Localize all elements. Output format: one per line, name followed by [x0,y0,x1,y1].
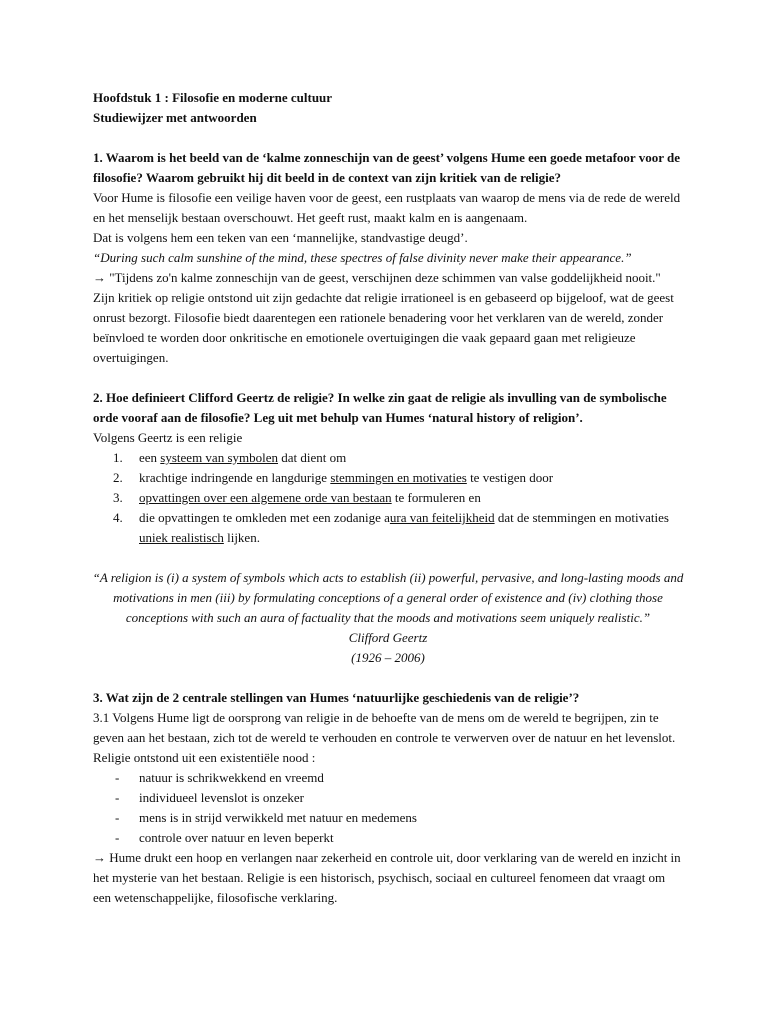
question-1: 1. Waarom is het beeld van de ‘kalme zonneschijn van de geest’ volgens Hume een goede metafoor voor de filosofie? Waarom gebruikt hij dit beeld in de context van zijn kritiek van de religie? [93,150,681,185]
list-item: - individueel levenslot is onzeker [115,790,304,805]
question-2: 2. Hoe definieert Clifford Geertz de religie? In welke zin gaat de religie als invulling van de symbolische orde vooraf aan de filosofie? Leg uit met behulp van Humes ‘natural history of religion’. [93,390,667,425]
existential-needs-list [93,768,683,848]
list-item: 1. een systeem van symbolen dat dient om [113,450,347,465]
list-item: - mens is in strijd verwikkeld met natuur en medemens [115,810,417,825]
list-item: 4. die opvattingen te omkleden met een zodanige aura van feitelijkheid dat de stemmingen en motivaties uniek realistisch lijken. [113,510,669,545]
q3-paragraph-2: → Hume drukt een hoop en verlangen naar zekerheid en controle uit, door verklaring van de wereld en inzicht in het mysterie van het bestaan. Religie is een historisch, psychisch, sociaal en cultureel fenomeen dat vraagt om een wetenschappelijke, filosofische verklaring. [93,850,681,905]
quote-author: Clifford Geertz [348,630,428,645]
q1-paragraph-1: Voor Hume is filosofie een veilige haven voor de geest, een rustplaats van waarop de mens via de rede de wereld en het menselijk bestaan overschouwt. Het geeft rust, maakt kalm en is aangenaam. [93,190,681,225]
list-item: - natuur is schrikwekkend en vreemd [115,770,324,785]
geertz-definition-list [93,448,683,548]
q1-paragraph-3: Zijn kritiek op religie ontstond uit zijn gedachte dat religie irrationeel is en gebaseerd op bijgeloof, wat de geest onrust bezorgt. Filosofie biedt daarentegen een rationele benadering voor het verklaren van de wereld, zonder beïnvloed te worden door onkritische en emotionele overtuigingen die vaak gepaard gaan met religieuze overtuigingen. [93,290,674,365]
q1-hume-quote: “During such calm sunshine of the mind, these spectres of false divinity never make their appearance.” [93,250,632,265]
document-page [93,88,683,908]
q1-translation: → "Tijdens zo'n kalme zonneschijn van de geest, verschijnen deze schimmen van valse goddelijkheid nooit." [93,270,661,285]
list-item: 2. krachtige indringende en langdurige stemmingen en motivaties te vestigen door [113,470,554,485]
question-3: 3. Wat zijn de 2 centrale stellingen van Humes ‘natuurlijke geschiedenis van de religie’? [93,690,580,705]
q2-intro: Volgens Geertz is een religie [93,430,243,445]
document-subtitle: Studiewijzer met antwoorden [93,110,257,125]
list-item: - controle over natuur en leven beperkt [115,830,334,845]
list-item: 3. opvattingen over een algemene orde van bestaan te formuleren en [113,490,481,505]
q1-paragraph-2: Dat is volgens hem een teken van een ‘mannelijke, standvastige deugd’. [93,230,468,245]
document-title: Hoofdstuk 1 : Filosofie en moderne cultuur [93,90,333,105]
quote-years: (1926 – 2006) [351,650,425,665]
geertz-quote: “A religion is (i) a system of symbols which acts to establish (ii) powerful, pervasive, and long-lasting moods and motivations in men (iii) by formulating conceptions of a general order of existence and (iv) clothing those conceptions with such an aura of factuality that the moods and motivations seem uniquely realistic.” [92,570,684,625]
q3-paragraph-1: 3.1 Volgens Hume ligt de oorsprong van religie in de behoefte van de mens om de wereld te begrijpen, zin te geven aan het bestaan, zich tot de wereld te verhouden en controle te verwerven over de natuur en het levenslot. Religie ontstond uit een existentiële nood : [93,710,676,765]
